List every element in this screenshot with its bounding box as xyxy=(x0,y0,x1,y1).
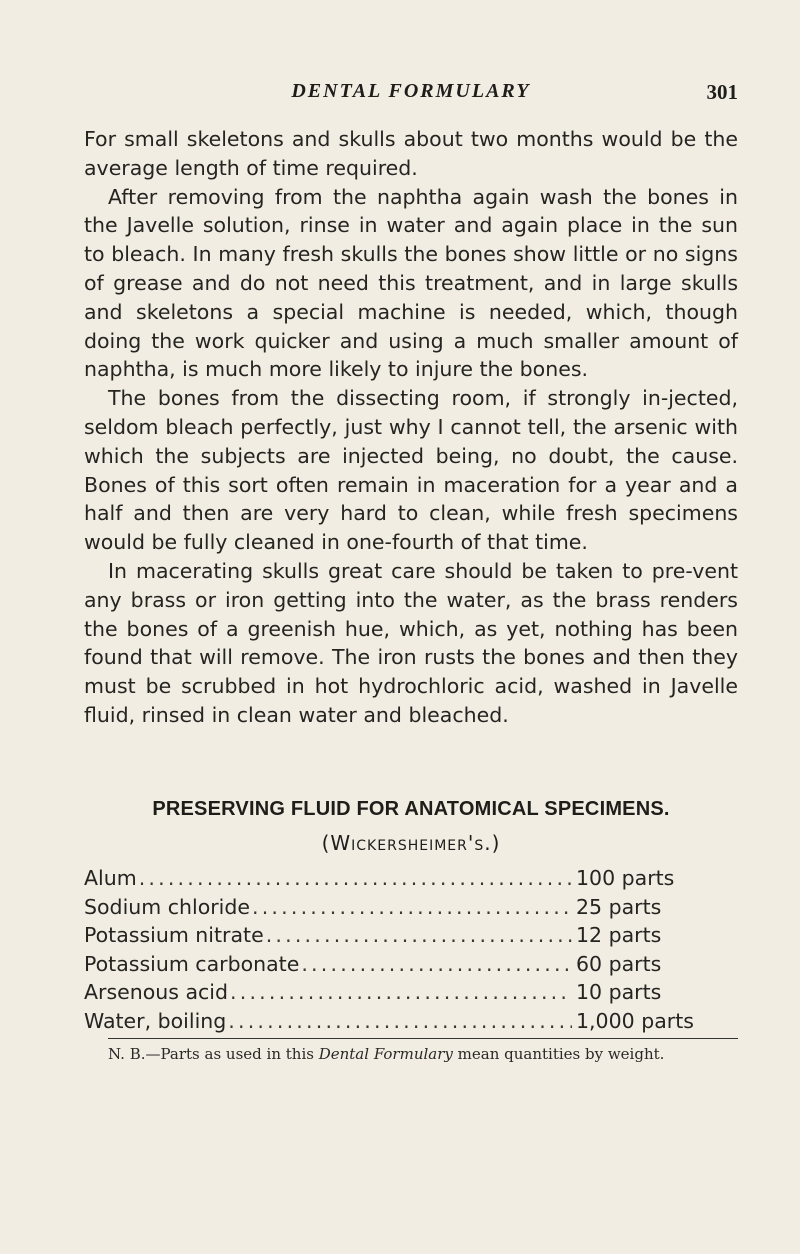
ingredient-name: Sodium chloride xyxy=(84,894,250,919)
dot-leader xyxy=(139,864,572,893)
ingredient-quantity: 25 parts xyxy=(576,894,662,919)
recipe-row xyxy=(84,978,738,1007)
paragraph-3: The bones from the dissecting room, if strongly in-jected, seldom bleach perfectly, just why I cannot tell, the arsenic with which the subjects are injected being, no doubt, the cause. Bones of this sort often remain in maceration for a year and a half and then are very hard to clean, while fresh specimens would be fully cleaned in one-fourth of that time. xyxy=(84,386,738,555)
paragraph-1: For small skeletons and skulls about two months would be the average length of time required. xyxy=(84,127,738,180)
recipe-attribution xyxy=(84,831,738,855)
dot-leader xyxy=(230,978,572,1007)
dot-leader xyxy=(301,950,572,979)
dot-leader xyxy=(228,1007,572,1036)
recipe-row xyxy=(84,950,738,979)
ingredient-quantity: 1,000 parts xyxy=(576,1008,694,1033)
paragraph-2: After removing from the naphtha again wash the bones in the Javelle solution, rinse in water and again place in the sun to bleach. In many fresh skulls the bones show little or no signs of grease and do not need this treatment, and in large skulls and skeletons a special machine is needed, which, though doing the work quicker and using a much smaller amount of naphtha, is much more likely to injure the bones. xyxy=(84,184,738,382)
recipe-row xyxy=(84,864,738,893)
dot-leader xyxy=(266,921,572,950)
ingredient-quantity: 10 parts xyxy=(576,980,662,1005)
body-text xyxy=(84,125,738,730)
ingredient-name: Water, boiling xyxy=(84,1008,227,1033)
footnote-lead: N. B.—Parts as used in this xyxy=(108,1045,319,1063)
dot-leader xyxy=(252,893,572,922)
ingredient-quantity: 100 parts xyxy=(576,866,675,890)
recipe-row xyxy=(84,1007,738,1036)
running-head xyxy=(84,80,738,110)
attribution-text: (Wickersheimer's.) xyxy=(321,831,501,855)
footnote-divider xyxy=(108,1038,738,1039)
page-number: 301 xyxy=(706,80,738,104)
recipe-row xyxy=(84,921,738,950)
ingredient-name: Arsenous acid xyxy=(84,980,229,1005)
running-title: DENTAL FORMULARY xyxy=(291,80,531,102)
paragraph-4: In macerating skulls great care should be taken to pre-vent any brass or iron getting into the water, as the brass renders the bones of a greenish hue, which, as yet, nothing has been found that will remove. The iron rusts the bones and then they must be scrubbed in hot hydrochloric acid, washed in Javelle fluid, rinsed in clean water and bleached. xyxy=(84,558,738,727)
footnote-italic-title: Dental Formulary xyxy=(318,1045,453,1063)
recipe-list xyxy=(84,864,738,1036)
footnote xyxy=(84,1045,738,1065)
ingredient-quantity: 12 parts xyxy=(576,923,662,948)
footnote-tail: mean quantities by weight. xyxy=(452,1045,665,1063)
ingredient-name: Potassium nitrate xyxy=(84,923,264,948)
recipe-row xyxy=(84,893,738,922)
section-title: PRESERVING FLUID FOR ANATOMICAL SPECIMENS. xyxy=(152,798,670,820)
ingredient-quantity: 60 parts xyxy=(576,951,662,976)
ingredient-name: Alum xyxy=(84,866,137,890)
ingredient-name: Potassium carbonate xyxy=(84,951,300,976)
